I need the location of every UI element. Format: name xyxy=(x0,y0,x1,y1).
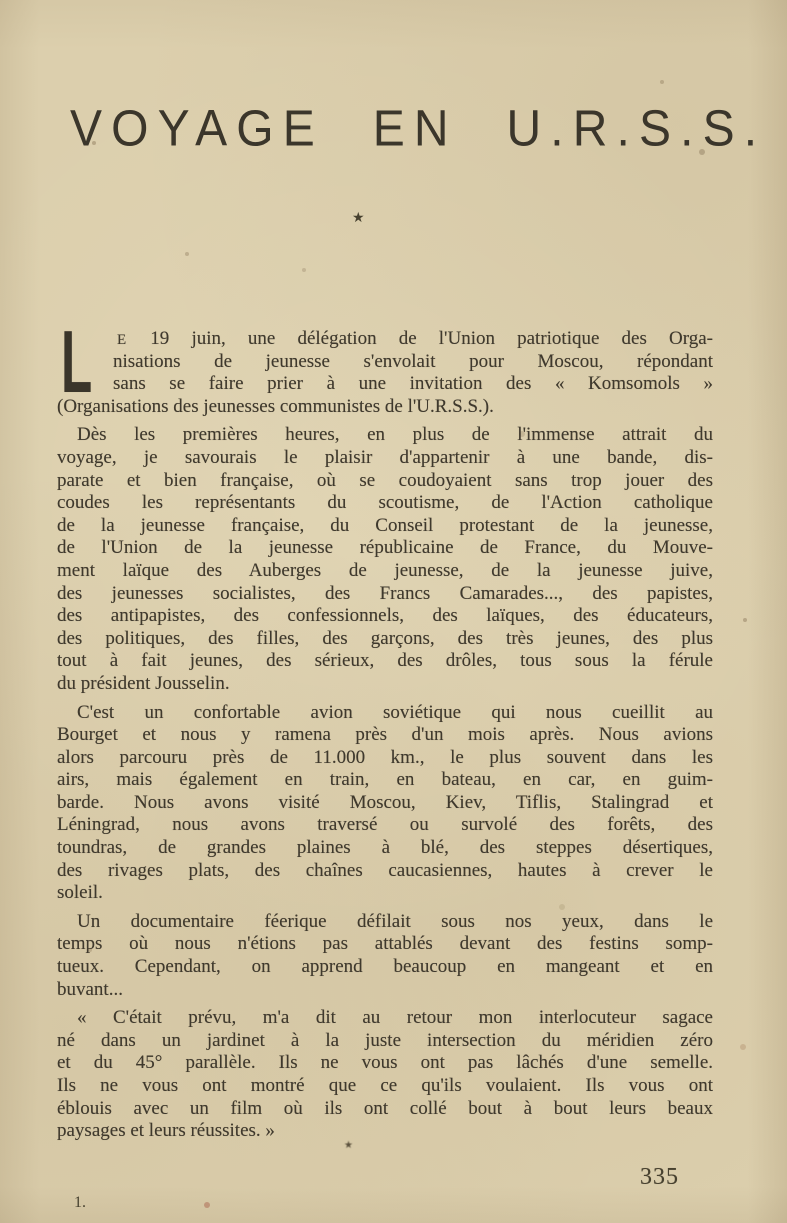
text-line: ment laïque des Auberges de jeunesse, de la jeunesse juive, xyxy=(57,559,713,581)
text-line: toundras, de grandes plaines à blé, des steppes désertiques, xyxy=(57,837,713,859)
drop-cap: L xyxy=(61,312,93,411)
text-line: paysages et leurs réussites. » xyxy=(57,1120,275,1142)
text-line: sans se faire prier à une invitation des « Komsomols » xyxy=(113,373,713,395)
text-line: des politiques, des filles, des garçons, des très jeunes, des plus xyxy=(57,627,713,649)
text-line: coudes les représentants du scoutisme, de l'Action catholique xyxy=(57,492,713,514)
text-line: « C'était prévu, m'a dit au retour mon interlocuteur sagace xyxy=(77,1007,713,1029)
signature-mark: 1. xyxy=(74,1194,86,1211)
text-line: nisations de jeunesse s'envolait pour Moscou, répondant xyxy=(113,350,713,372)
text-line: des rivages plats, des chaînes caucasiennes, hautes à crever le xyxy=(57,859,713,881)
text-line: Un documentaire féerique défilait sous nos yeux, dans le xyxy=(77,910,713,932)
text-line: du président Jousselin. xyxy=(57,672,230,694)
body-text xyxy=(57,312,713,1143)
text-line: Léningrad, nous avons traversé ou survolé des forêts, des xyxy=(57,814,713,836)
text-line: temps où nous n'étions pas attablés devant des festins somp- xyxy=(57,933,713,955)
text-line: des antipapistes, des confessionnels, des laïques, des éducateurs, xyxy=(57,605,713,627)
text-line: alors parcouru près de 11.000 km., le plus souvent dans les xyxy=(57,746,713,768)
text-line: C'est un confortable avion soviétique qui nous cueillit au xyxy=(77,701,713,723)
text-line: buvant... xyxy=(57,978,123,1000)
text-line: voyage, je savourais le plaisir d'appartenir à une bande, dis- xyxy=(57,446,713,468)
text-line: et du 45° parallèle. Ils ne vous ont pas lâchés d'une semelle. xyxy=(57,1052,713,1074)
paragraph xyxy=(57,312,713,418)
text-line: Ils ne vous ont montré que ce qu'ils voulaient. Ils vous ont xyxy=(57,1075,713,1096)
end-fleuron-icon: ★ xyxy=(344,1140,353,1151)
text-line: Bourget et nous y ramena près d'un mois après. Nous avions xyxy=(57,724,713,746)
text-line: soleil. xyxy=(57,882,103,904)
text-line: (Organisations des jeunesses communistes de l'U.R.S.S.). xyxy=(57,395,494,417)
text-line: airs, mais également en train, en bateau, en car, en guim- xyxy=(57,769,713,791)
text-line: de la jeunesse française, du Conseil protestant de la jeunesse, xyxy=(57,514,713,536)
text-line: tout à fait jeunes, des sérieux, des drôles, tous sous la férule xyxy=(57,650,713,672)
text-line: parate et bien française, où se coudoyaient sans trop jouer des xyxy=(57,469,713,491)
page-title: VOYAGE EN U.R.S.S. xyxy=(70,101,767,158)
text-line: tueux. Cependant, on apprend beaucoup en mangeant et en xyxy=(57,956,713,978)
text-line: éblouis avec un film où ils ont collé bout à bout leurs beaux xyxy=(57,1097,713,1119)
paragraph xyxy=(57,424,713,695)
text-line: Dès les premières heures, en plus de l'immense attrait du xyxy=(77,424,713,446)
text-line: né dans un jardinet à la juste intersection du méridien zéro xyxy=(57,1029,713,1051)
text-line: barde. Nous avons visité Moscou, Kiev, Tiflis, Stalingrad et xyxy=(57,791,713,813)
page-number: 335 xyxy=(640,1164,679,1190)
text-line: des jeunesses socialistes, des Francs Camarades..., des papistes, xyxy=(57,582,713,604)
text-line: de l'Union de la jeunesse républicaine de France, du Mouve- xyxy=(57,537,713,559)
paragraph xyxy=(57,1007,713,1143)
section-star-icon: ★ xyxy=(352,210,365,226)
text-line: E 19 juin, une délégation de l'Union patriotique des Orga- xyxy=(117,328,713,349)
paragraph xyxy=(57,911,713,1001)
paragraph xyxy=(57,702,713,905)
